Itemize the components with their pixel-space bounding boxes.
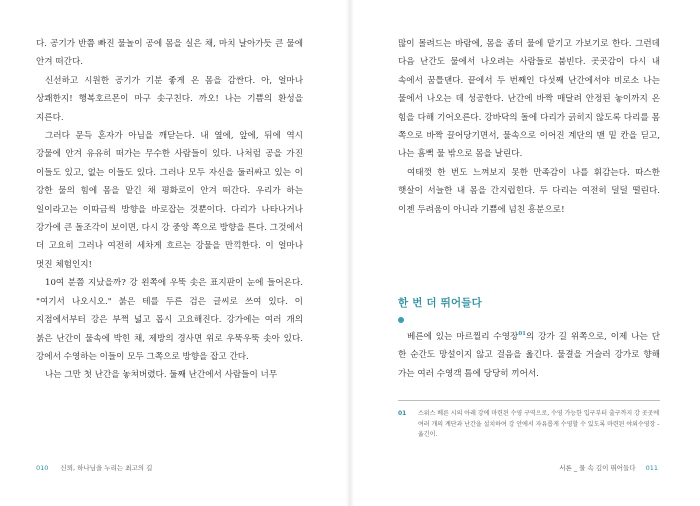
footnote [398, 409, 660, 441]
footnote-divider [398, 400, 660, 401]
section-dot-icon [398, 317, 404, 323]
section-title: 한 번 더 뛰어들다 [398, 297, 482, 309]
left-paragraph-2: 신선하고 시원한 공기가 기분 좋게 온 몸을 감싼다. 아, 얼마나 상쾌한지! 행복호르몬이 마구 솟구친다. 까오! 나는 기쁨의 환성을 지른다. [36, 75, 303, 123]
left-paragraph-3: 그러다 문득 혼자가 아님을 깨닫는다. 내 옆에, 앞에, 뒤에 역시 강물에 안겨 유유히 떠가는 무수한 사람들이 있다. 나처럼 공을 가진 이들도 있고, 없는 이들도 있다. 그러나 모두 자신을 둘러싸고 있는 이 강한 물의 힘에 몸을 맡긴 채 평화로이 안겨 떠간다. 우리가 하는 일이라고는 이따금씩 방향을 바로잡는 것뿐이다. 다리가 나타나거나 강가에 큰 돌조각이 보이면, 다시 강 중앙 쪽으로 방향을 튼다. 그것에서 더 고요히 그러나 여전히 세차게 흐르는 강물을 만끽한다. 이 얼마나 멋진 체험인지! [36, 131, 303, 270]
right-folio [559, 463, 658, 472]
section-paragraph-end: 의 강가 길 위쪽으로, 이제 나는 단 한 순간도 망설이지 않고 걸음을 옮긴다. 물결을 거슬러 강가로 향해 가는 여러 수영객 틈에 당당히 끼어서. [398, 332, 660, 379]
right-page-number: 011 [645, 464, 658, 472]
footnote-number: 01 [398, 410, 407, 417]
footnote-reference[interactable]: 01 [518, 331, 526, 338]
left-paragraph-5: 나는 그만 첫 난간을 놓쳐버렸다. 둘째 난간에서 사람들이 너무 [45, 370, 278, 381]
section-paragraph [398, 328, 660, 383]
left-paragraph-4: 10여 분쯤 지났을까? 강 왼쪽에 우뚝 솟은 표지판이 눈에 들어온다. "여기서 나오시오." 붉은 테를 두른 검은 글씨로 쓰여 있다. 이 지점에서부터 강은 부쩍 넓고 몹시 고요해진다. 강가에는 여러 개의 붉은 난간이 물속에 박힌 채, 제방의 경사면 위로 우뚝우뚝 솟아 있다. 강에서 수영하는 이들이 모두 그쪽으로 방향을 잡고 간다. [36, 278, 303, 362]
book-gutter [346, 0, 354, 506]
right-paragraph-2: 여태껏 한 번도 느껴보지 못한 만족감이 나를 휘감는다. 따스한 햇살이 서늘한 내 몸을 간지럽힌다. 두 다리는 여전히 덜덜 떨린다. 이젠 두려움이 아니라 기쁨에 넘친 흥분으로! [398, 167, 660, 215]
right-page [354, 0, 700, 506]
section-body-text [398, 328, 660, 383]
right-paragraph-1: 많이 몰려드는 바람에, 몸을 좀더 물에 맡기고 가보기로 한다. 그런데 다음 난간도 물에서 나오려는 사람들로 붐빈다. 곳곳감이 다시 내 속에서 꿈틀댄다. 끝에서 두 번째인 다섯째 난간에서야 비로소 나는 물에서 나오는 데 성공한다. 난간에 바짝 매달려 안정된 놓이까지 온 힘을 다해 기어오른다. 강바닥의 돌에 다리가 긁히지 않도록 다리를 몸 쪽으로 바짝 끌어당기면서, 물속으로 이어진 계단의 맨 밑 칸을 딛고, 나는 흠뻑 물 밖으로 몸을 날린다. [398, 39, 660, 160]
left-running-head: 신뢰, 하나님을 누리는 최고의 길 [60, 464, 153, 472]
footnote-text: 스위스 베른 시의 아레 강에 마련된 수영 구역으로, 수영 가능한 입구부터 출구까지 강 곳곳에 여러 개의 계단과 난간을 설치하여 강 안에서 자유롭게 수영할 수 있도록 마련된 야외수영장 - 옮긴이. [418, 410, 660, 438]
left-page-number: 010 [36, 464, 49, 472]
right-body-text [398, 35, 660, 219]
left-page [0, 0, 346, 506]
section-paragraph-start: 베른에 있는 마르찔리 수영장 [407, 332, 519, 342]
left-body-text [36, 35, 303, 385]
left-folio [36, 463, 152, 472]
left-paragraph-1: 다. 공기가 반쯤 빠진 물놀이 공에 몸을 실은 채, 마치 날아가듯 큰 물에 안겨 떠간다. [36, 39, 303, 68]
right-running-head: 서론 _ 물 속 깊이 뛰어들다 [559, 464, 636, 472]
